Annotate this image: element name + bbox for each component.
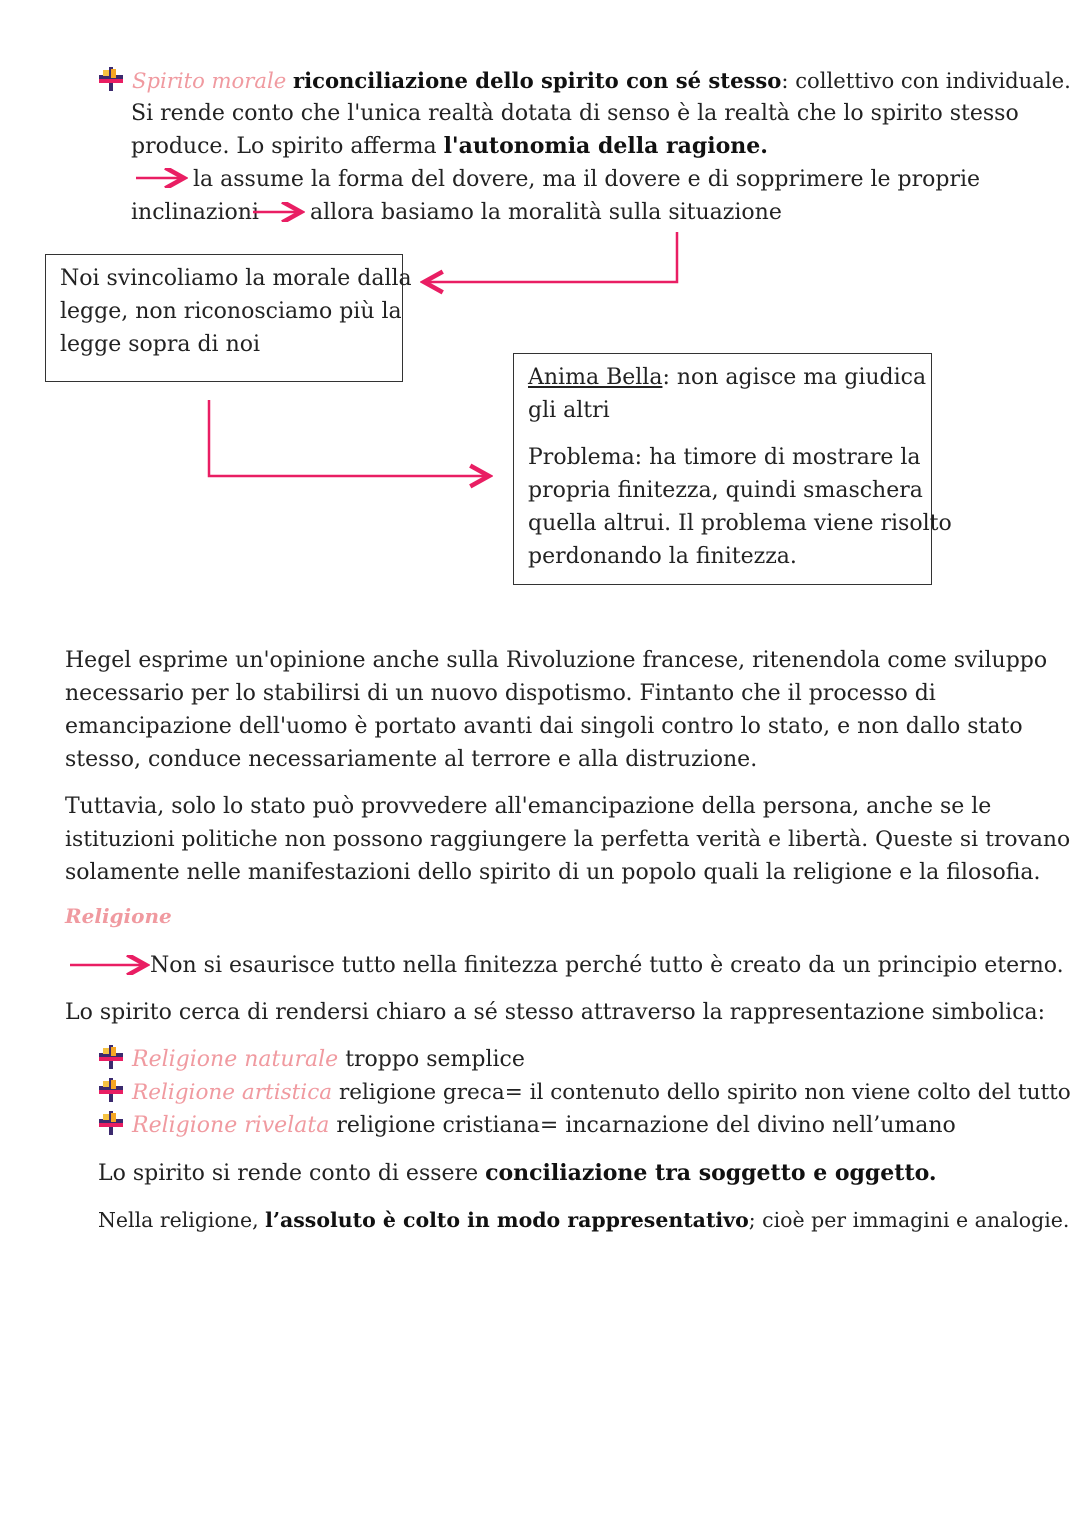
problema-line-3: quella altrui. Il problema viene risolto: [528, 511, 952, 536]
problema-line-4: perdonando la finitezza.: [528, 544, 797, 569]
para2-line-2: istituzioni politiche non possono raggiungere la perfetta verità e libertà. Queste si trovano: [65, 827, 1071, 852]
para2-line-3: solamente nelle manifestazioni dello spirito di un popolo quali la religione e la filosofia.: [65, 860, 1041, 885]
spirito-morale-line-5a: inclinazioni: [131, 200, 259, 225]
arrow-to-left-box: [424, 232, 677, 282]
anima-bella-box: [513, 353, 952, 585]
religion-item: Religione rivelata religione cristiana= incarnazione del divino nell’umano: [98, 1109, 956, 1142]
problema-line-1: Problema: ha timore di mostrare la: [528, 445, 921, 470]
para1-line-2: necessario per lo stabilirsi di un nuovo dispotismo. Fintanto che il processo di: [65, 681, 936, 706]
spirito-morale-line-3: produce. Lo spirito afferma l'autonomia della ragione.: [131, 133, 768, 159]
spirito-morale-line-5b: allora basiamo la moralità sulla situazione: [310, 200, 782, 225]
problema-line-2: propria finitezza, quindi smaschera: [528, 478, 923, 503]
rappresentazione-line: Lo spirito cerca di rendersi chiaro a sé stesso attraverso la rappresentazione simbolica:: [65, 1000, 1046, 1025]
principio-eterno-line: Non si esaurisce tutto nella finitezza perché tutto è creato da un principio eterno.: [150, 953, 1064, 978]
religione-heading: Religione: [65, 904, 172, 928]
anima-bella-line-2: gli altri: [528, 398, 610, 423]
morale-box-line-3: legge sopra di noi: [60, 332, 261, 357]
cross-bullet-icon: [98, 1077, 124, 1103]
arrow-right-icon: [68, 955, 152, 975]
para1-line-4: stesso, conduce necessariamente al terrore e alla distruzione.: [65, 747, 758, 772]
spirito-morale-line-1: Spirito morale riconciliazione dello spirito con sé stesso: collettivo con individuale.: [98, 64, 1071, 97]
morale-box-line-2: legge, non riconosciamo più la: [60, 299, 402, 324]
para1-line-3: emancipazione dell'uomo è portato avanti dai singoli contro lo stato, e non dallo stato: [65, 714, 1023, 739]
spirito-morale-label: Spirito morale: [132, 68, 287, 93]
arrow-to-right-box: [209, 400, 489, 476]
cross-bullet-icon: [98, 1110, 124, 1136]
conciliazione-line: Lo spirito si rende conto di essere conciliazione tra soggetto e oggetto.: [98, 1160, 937, 1186]
para2-line-1: Tuttavia, solo lo stato può provvedere all'emancipazione della persona, anche se le: [65, 794, 992, 819]
spirito-morale-line-2: Si rende conto che l'unica realtà dotata di senso è la realtà che lo spirito stesso: [131, 101, 1019, 126]
para1-line-1: Hegel esprime un'opinione anche sulla Rivoluzione francese, ritenendola come sviluppo: [65, 648, 1048, 673]
religion-item: Religione artistica religione greca= il contenuto dello spirito non viene colto del tutto: [98, 1076, 1071, 1109]
religion-item: Religione naturale troppo semplice: [98, 1043, 525, 1076]
cross-bullet-icon: [98, 1044, 124, 1070]
anima-bella-line-1: Anima Bella: non agisce ma giudica: [528, 365, 927, 390]
morale-box: [45, 254, 412, 382]
assoluto-line: Nella religione, l’assoluto è colto in modo rappresentativo; cioè per immagini e analogie.: [98, 1208, 1070, 1232]
spirito-morale-line-4: la assume la forma del dovere, ma il dovere e di sopprimere le proprie: [193, 167, 981, 192]
morale-box-line-1: Noi svincoliamo la morale dalla: [60, 266, 412, 291]
anima-bella-title: Anima Bella: [528, 365, 663, 390]
